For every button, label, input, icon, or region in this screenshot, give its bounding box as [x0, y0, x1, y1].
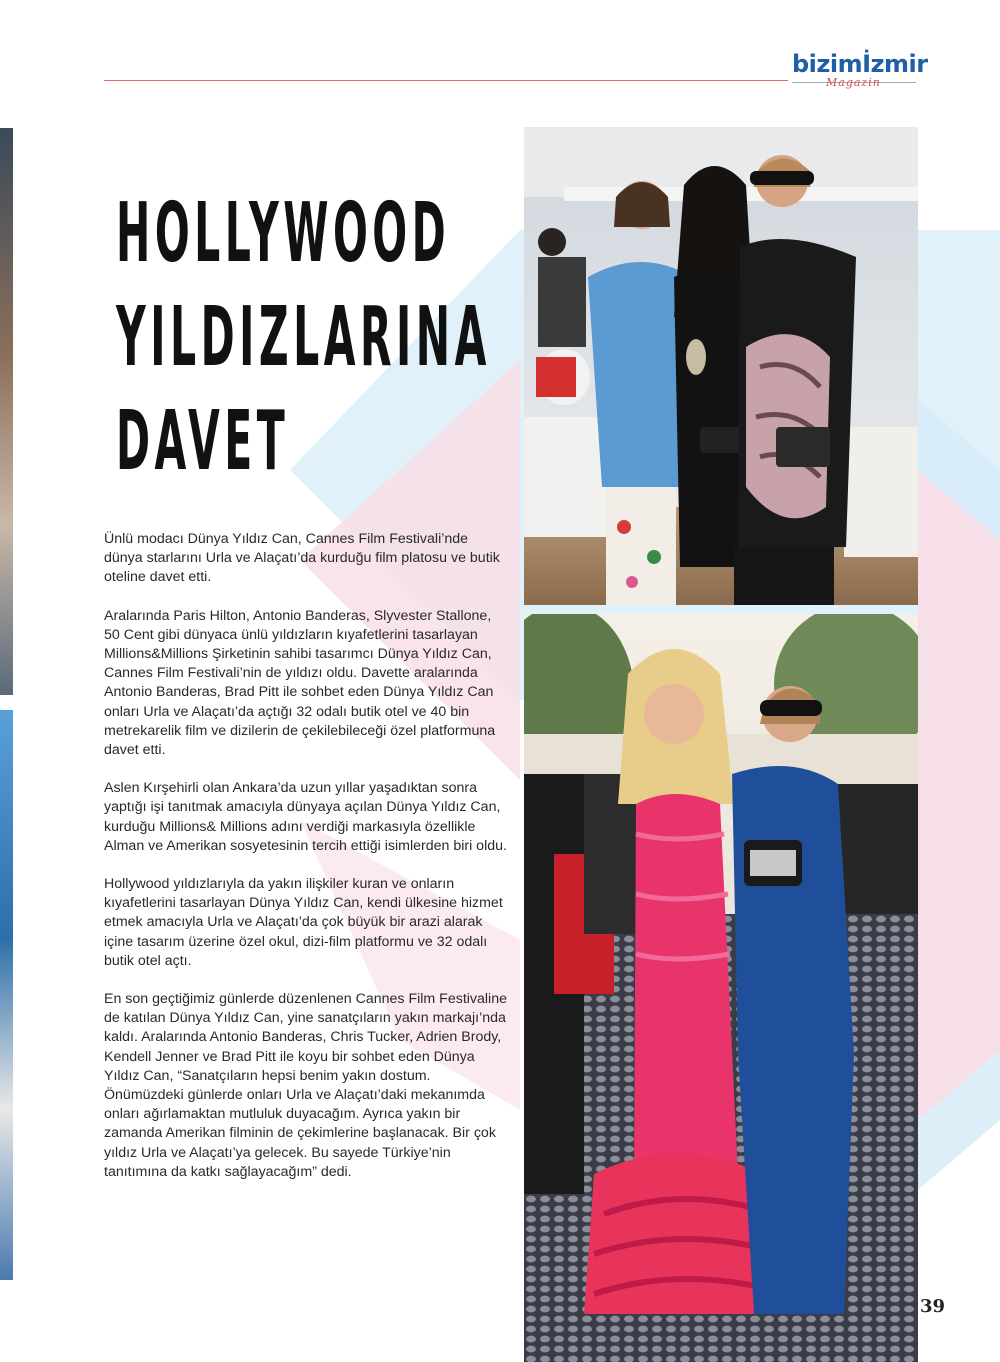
logo-sub-text: Magazin — [826, 76, 881, 89]
left-edge-photo-bottom — [0, 710, 13, 1280]
magazine-logo — [792, 50, 928, 94]
paragraph-1: Ünlü modacı Dünya Yıldız Can, Cannes Film Festivali’nde dünya starlarını Urla ve Alaçatı’da kurduğu film platosu ve butik oteline davet etti. — [104, 531, 500, 586]
photo-terrace-group — [524, 127, 918, 605]
left-edge-photo-top — [0, 128, 13, 695]
paragraph-3: Aslen Kırşehirli olan Ankara’da uzun yıllar yaşadıktan sonra yaptığı işi tanıtmak amacıyla dünyaya açılan Dünya Yıldız Can, kurduğu Millions& Millions adını verdiği markasıyla özellikle Alman ve Amerikan sosyetesinin tercih ettiği isimlerden biri oldu. — [104, 780, 507, 854]
article-title — [116, 182, 491, 494]
photo-gala-duo — [524, 614, 918, 1362]
title-line-3: DAVET — [116, 394, 290, 489]
paragraph-5: En son geçtiğimiz günlerde düzenlenen Cannes Film Festivaline de katılan Dünya Yıldız Can, yine sanatçıların yakın markajı’nda kaldı. Aralarında Antonio Banderas, Chris Tucker, Adrien Brody, Kendell Jenner ve Brad Pitt ile koyu bir sohbet eden Dünya Yıldız Can, “Sanatçıların hepsi benim yakın dostum. Önümüzdeki günlerde onları Urla ve Alaçatı’daki mekanımda onları ağırlamaktan mutluluk duyacağım. Ayrıca yakın bir zamanda Amerikan filminin de çekimlerine başlanacak. Bir çok yıldız Urla ve Alaçatı’ya gelecek. Bu sayede Türkiye’nin tanıtımına da katkı sağlayacağım” dedi. — [104, 991, 507, 1180]
page-number: 39 — [920, 1296, 946, 1317]
header-rule — [104, 80, 788, 81]
paragraph-2: Aralarında Paris Hilton, Antonio Banderas, Slyvester Stallone, 50 Cent gibi dünyaca ünlü yıldızların kıyafetlerini tasarlayan Millions&Millions Şirketinin sahibi tasarımcı Dünya Yıldız Can, Cannes Film Festivali’nin de yıldızı oldu. Davette aralarında Antonio Banderas, Brad Pitt ile sohbet eden Dünya Yıldız Can onları Urla ve Alaçatı’da açtığı 32 odalı butik otel ve 40 bin metrekarelik film ve dizilerin de çekilebileceği özel platformuna davet etti. — [104, 607, 496, 759]
title-line-2: YILDIZLARINA — [116, 290, 491, 385]
logo-main-text: bizimİzmir — [792, 50, 928, 78]
paragraph-4: Hollywood yıldızlarıyla da yakın ilişkiler kuran ve onların kıyafetlerini tasarlayan Dünya Yıldız Can, kendi ülkesine hizmet etmek amacıyla Urla ve Alaçatı’da çok büyük bir arazi alarak içine tasarım üzerine özel okul, dizi-film platformu ve 32 odalı butik otel açtı. — [104, 876, 503, 969]
background-pink-right — [918, 470, 1000, 1120]
article-body — [104, 530, 510, 1201]
title-line-1: HOLLYWOOD — [116, 186, 451, 281]
